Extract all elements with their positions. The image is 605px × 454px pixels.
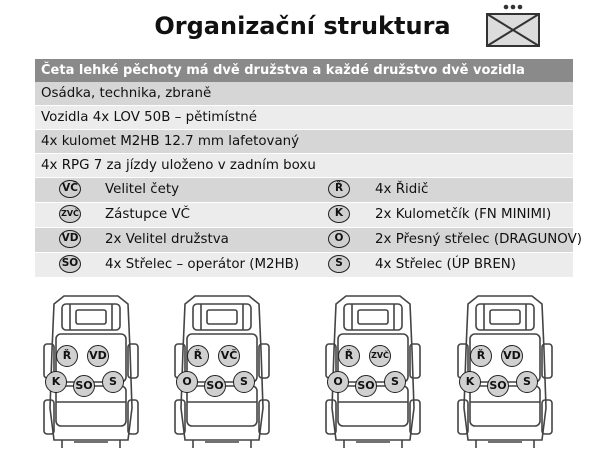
infantry-platoon-symbol (485, 3, 541, 48)
crew-position-center: SO (204, 375, 226, 397)
vehicle-layouts (0, 290, 605, 450)
page-title: Organizační struktura (154, 12, 451, 40)
role-badge: O (328, 230, 350, 248)
table-header: Četa lehké pěchoty má dvě družstva a každé družstvo dvě vozidla (35, 59, 573, 82)
legend-row (35, 203, 573, 228)
crew-position-right: S (516, 371, 538, 393)
crew-position-front-right: VČ (218, 345, 240, 367)
crew-position-right: S (102, 371, 124, 393)
vehicle-3 (322, 290, 422, 450)
vehicle-outline (454, 290, 554, 450)
legend-label: 4x Řidič (375, 182, 429, 197)
crew-position-mid: K (45, 371, 67, 393)
crew-position-front-right: ZVČ (369, 345, 391, 367)
crew-position-front-right: VD (501, 345, 523, 367)
legend-label: 4x Střelec – operátor (M2HB) (105, 257, 300, 272)
role-badge: S (328, 255, 350, 273)
role-badge: Ř (328, 180, 350, 198)
vehicle-outline (40, 290, 140, 450)
legend-row (35, 178, 573, 203)
table-row: 4x kulomet M2HB 12.7 mm lafetovaný (35, 130, 573, 154)
crew-position-front-left: Ř (470, 345, 492, 367)
legend-label: 2x Velitel družstva (105, 232, 229, 247)
crew-position-right: S (384, 371, 406, 393)
role-badge: VČ (59, 180, 81, 198)
vehicle-outline (171, 290, 271, 450)
crew-position-front-left: Ř (56, 345, 78, 367)
vehicle-1 (40, 290, 140, 450)
crew-position-mid: O (176, 371, 198, 393)
crew-position-front-left: Ř (187, 345, 209, 367)
vehicle-2 (171, 290, 271, 450)
role-badge: SO (59, 255, 81, 273)
crew-position-center: SO (487, 375, 509, 397)
crew-position-center: SO (73, 375, 95, 397)
vehicle-4 (454, 290, 554, 450)
legend-label: Velitel čety (105, 182, 180, 197)
legend-label: 2x Kulometčík (FN MINIMI) (375, 207, 552, 222)
legend-row (35, 228, 582, 253)
role-badge: ZVČ (59, 205, 81, 223)
table-row: Vozidla 4x LOV 50B – pětimístné (35, 106, 573, 130)
crew-position-mid: K (459, 371, 481, 393)
vehicle-outline (322, 290, 422, 450)
crew-position-front-right: VD (87, 345, 109, 367)
crew-position-front-left: Ř (338, 345, 360, 367)
crew-position-center: SO (355, 375, 377, 397)
crew-position-right: S (233, 371, 255, 393)
table-row: Osádka, technika, zbraně (35, 82, 573, 106)
legend-label: Zástupce VČ (105, 207, 190, 222)
role-badge: VD (59, 230, 81, 248)
legend-label: 2x Přesný střelec (DRAGUNOV) (375, 232, 582, 247)
role-badge: K (328, 205, 350, 223)
legend-label: 4x Střelec (ÚP BREN) (375, 257, 517, 272)
crew-position-mid: O (327, 371, 349, 393)
table-row: 4x RPG 7 za jízdy uloženo v zadním boxu (35, 154, 573, 178)
legend-row (35, 253, 573, 278)
organization-table (35, 59, 582, 278)
